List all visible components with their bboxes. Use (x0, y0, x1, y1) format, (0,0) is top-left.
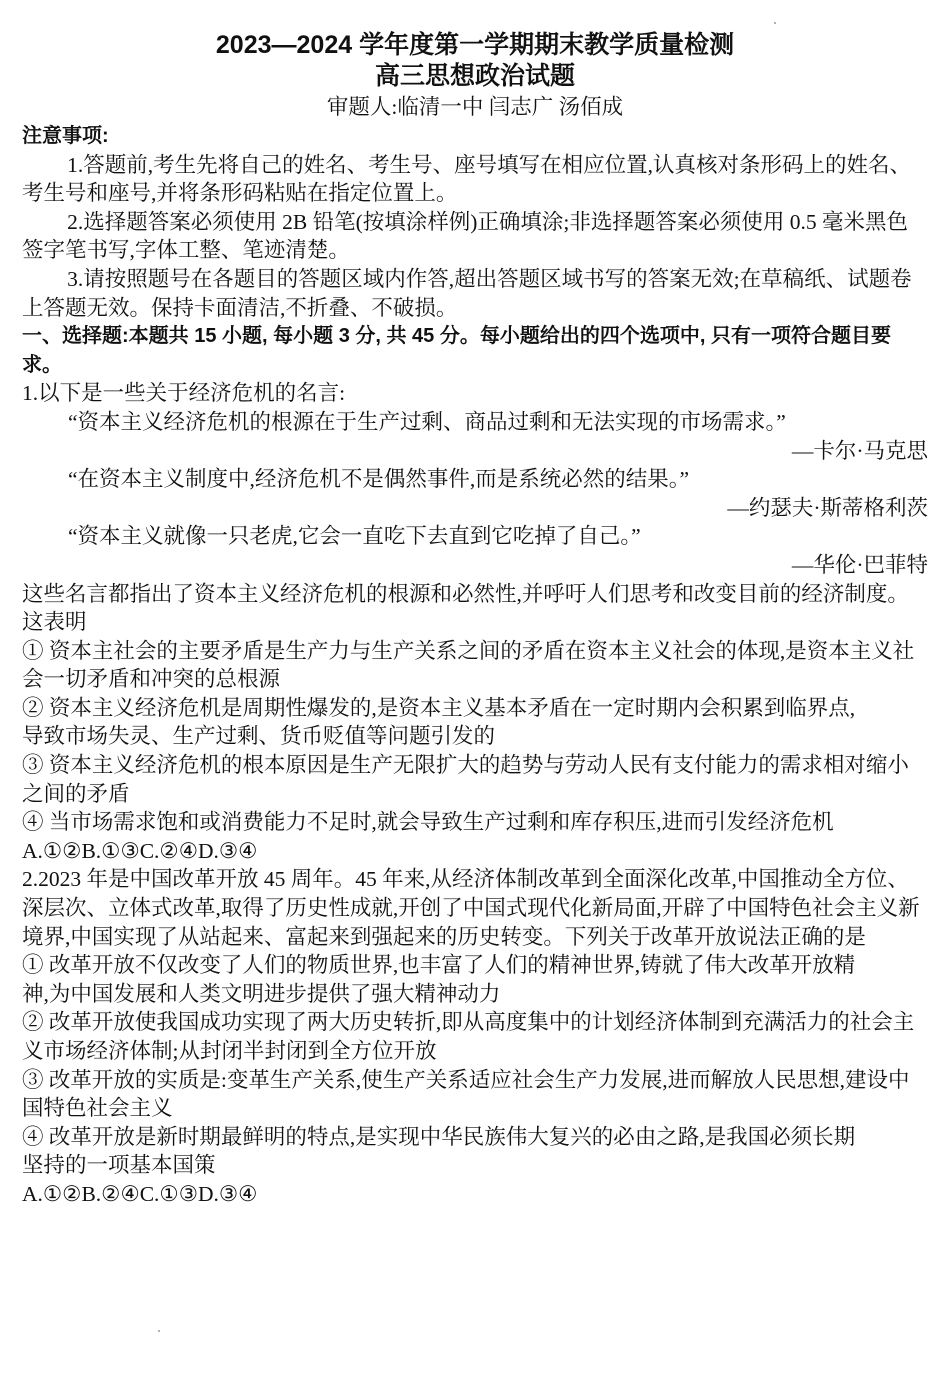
q2-option-3: ③ 改革开放的实质是:变革生产关系,使生产关系适应社会生产力发展,进而解放人民思想,建设中国特色社会主义 (22, 1067, 910, 1121)
q1-option-4: ④ 当市场需求饱和或消费能力不足时,就会导致生产过剩和库存积压,进而引发经济危机 (22, 810, 834, 835)
reviewers-line: 审题人:临清一中 闫志广 汤佰成 (326, 95, 624, 119)
q1-source-1: —卡尔·马克思 (791, 438, 928, 463)
section-1-heading: 一、选择题:本题共 15 小题, 每小题 3 分, 共 45 分。每小题给出的四个选项中, 只有一项符合题目要求。 (22, 325, 891, 376)
exam-title-line1: 2023—2024 学年度第一学期期末教学质量检测 (215, 31, 735, 59)
q2-option-1-line-1: ① 改革开放不仅改变了人们的物质世界,也丰富了人们的精神世界,铸就了伟大改革开放精 (22, 953, 856, 978)
q2-option-4-line-1: ④ 改革开放是新时期最鲜明的特点,是实现中华民族伟大复兴的必由之路,是我国必须长期 (22, 1124, 856, 1149)
q1-option-2-line-1: ② 资本主义经济危机是周期性爆发的,是资本主义基本矛盾在一定时期内会积累到临界点, (22, 695, 856, 720)
q1-option-2-line-2: 导致市场失灵、生产过剩、货币贬值等问题引发的 (22, 724, 496, 749)
notice-item-3: 3.请按照题号在各题目的答题区域内作答,超出答题区域书写的答案无效;在草稿纸、试题卷上答题无效。保持卡面清洁,不折叠、不破损。 (22, 266, 912, 320)
q2-stem: 2.2023 年是中国改革开放 45 周年。45 年来,从经济体制改革到全面深化改革,中国推动全方位、深层次、立体式改革,取得了历史性成就,开创了中国式现代化新局面,开辟了中国特色社会主义新境界,中国实现了从站起来、富起来到强起来的历史转变。下列关于改革开放说法正确的是 (22, 867, 920, 949)
scan-dot (158, 1330, 160, 1332)
q1-quote-2: “在资本主义制度中,经济危机不是偶然事件,而是系统必然的结果。” (68, 467, 690, 492)
notice-item-1: 1.答题前,考生先将自己的姓名、考生号、座号填写在相应位置,认真核对条形码上的姓名、考生号和座号,并将条形码粘贴在指定位置上。 (22, 152, 912, 206)
q1-source-3: —华伦·巴菲特 (791, 552, 928, 577)
q1-quote-3: “资本主义就像一只老虎,它会一直吃下去直到它吃掉了自己。” (68, 524, 641, 549)
q2-option-2: ② 改革开放使我国成功实现了两大历史转折,即从高度集中的计划经济体制到充满活力的社会主义市场经济体制;从封闭半封闭到全方位开放 (22, 1010, 915, 1063)
notice-heading: 注意事项: (22, 125, 109, 147)
exam-page (22, 30, 928, 1209)
q2-choices: A.①②B.②④C.①③D.③④ (22, 1181, 258, 1206)
q1-quote-1: “资本主义经济危机的根源在于生产过剩、商品过剩和无法实现的市场需求。” (68, 409, 786, 434)
exam-title-line2: 高三思想政治试题 (374, 62, 575, 90)
notice-item-2: 2.选择题答案必须使用 2B 铅笔(按填涂样例)正确填涂;非选择题答案必须使用 0.5 毫米黑色签字笔书写,字体工整、笔迹清楚。 (22, 209, 909, 263)
q1-source-2: —约瑟夫·斯蒂格利茨 (727, 495, 928, 520)
scan-dot (774, 22, 776, 24)
q1-option-1: ① 资本主社会的主要矛盾是生产力与生产关系之间的矛盾在资本主义社会的体现,是资本主义社会一切矛盾和冲突的总根源 (22, 638, 915, 692)
q1-stem: 1.以下是一些关于经济危机的名言: (22, 381, 346, 406)
q2-option-4-line-2: 坚持的一项基本国策 (22, 1153, 216, 1178)
q1-question: 这些名言都指出了资本主义经济危机的根源和必然性,并呼吁人们思考和改变目前的经济制度。这表明 (22, 581, 909, 635)
q1-choices: A.①②B.①③C.②④D.③④ (22, 838, 258, 863)
q1-option-3: ③ 资本主义经济危机的根本原因是生产无限扩大的趋势与劳动人民有支付能力的需求相对缩小之间的矛盾 (22, 753, 909, 806)
q2-option-1-line-2: 神,为中国发展和人类文明进步提供了强大精神动力 (22, 981, 501, 1006)
